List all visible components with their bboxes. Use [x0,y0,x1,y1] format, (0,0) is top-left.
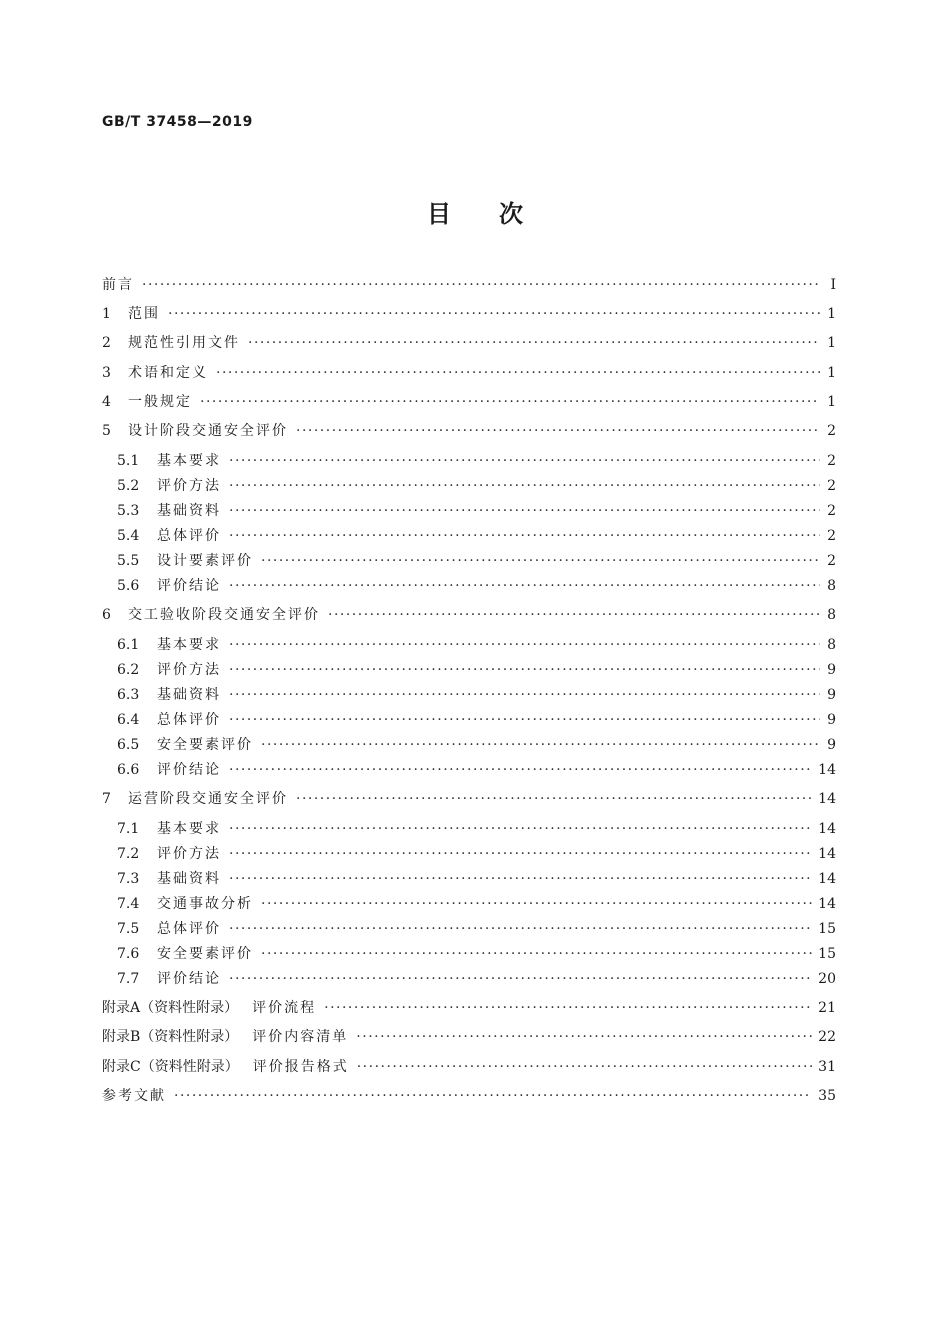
toc-entry-page: 1 [827,365,836,381]
toc-entry-page: 14 [818,846,836,862]
toc-entry-page: 2 [827,453,836,469]
toc-entry-page: 20 [818,971,836,987]
toc-entry-number: 5.2 [117,478,140,494]
toc-dot-leader [229,920,812,938]
toc-dot-leader [142,276,820,294]
toc-entry-page: 35 [818,1088,836,1104]
toc-entry[interactable] [102,1083,836,1105]
toc-dot-leader [229,970,812,988]
page-title: 目次 [427,200,571,228]
toc-entry-number: 附录B（资料性附录） [102,1029,239,1045]
toc-entry[interactable] [117,573,836,595]
toc-entry[interactable] [102,330,836,352]
toc-entry-number: 5 [102,423,111,439]
toc-entry-number: 6.5 [117,737,140,753]
toc-entry-label: 前言 [102,277,134,293]
toc-entry[interactable] [117,966,836,988]
toc-dot-leader [229,845,812,863]
toc-entry-label: 交通事故分析 [157,896,253,912]
toc-entry-label: 交工验收阶段交通安全评价 [128,607,320,623]
toc-entry-label: 评价方法 [157,846,221,862]
toc-entry-number: 2 [102,335,111,351]
toc-entry-number: 5.6 [117,578,140,594]
toc-entry-label: 总体评价 [157,921,221,937]
standard-code: GB/T 37458—2019 [102,114,253,130]
toc-dot-leader [324,999,812,1017]
toc-entry-label: 基础资料 [157,687,221,703]
toc-entry[interactable] [102,389,836,411]
toc-entry-label: 术语和定义 [128,365,208,381]
toc-entry[interactable] [117,473,836,495]
toc-entry[interactable] [117,548,836,570]
toc-dot-leader [296,790,812,808]
toc-entry-label: 评价流程 [252,1000,317,1016]
toc-entry-label: 规范性引用文件 [128,335,240,351]
toc-dot-leader [229,636,820,654]
toc-dot-leader [261,895,812,913]
toc-dot-leader [356,1028,812,1046]
toc-entry-page: 2 [827,503,836,519]
toc-entry-number: 7.7 [117,971,140,987]
toc-entry-label: 评价报告格式 [252,1059,349,1075]
toc-entry-page: 22 [818,1029,836,1045]
toc-dot-leader [229,820,812,838]
toc-entry-number: 3 [102,365,111,381]
toc-dot-leader [229,527,820,545]
toc-entry-number: 7.6 [117,946,140,962]
toc-entry-page: 2 [827,478,836,494]
toc-entry[interactable] [117,757,836,779]
toc-entry-label: 基本要求 [157,453,221,469]
toc-dot-leader [229,502,820,520]
toc-dot-leader [200,393,820,411]
toc-entry-number: 7.3 [117,871,140,887]
toc-entry-label: 参考文献 [102,1088,166,1104]
toc-entry-page: 8 [827,637,836,653]
toc-entry[interactable] [117,732,836,754]
toc-dot-leader [357,1058,812,1076]
toc-entry-label: 总体评价 [157,528,221,544]
toc-entry-label: 总体评价 [157,712,221,728]
toc-dot-leader [229,711,820,729]
toc-entry-page: 8 [827,607,836,623]
toc-entry[interactable] [117,523,836,545]
toc-entry-page: 8 [827,578,836,594]
toc-entry-number: 7.2 [117,846,140,862]
toc-entry-number: 6.4 [117,712,140,728]
toc-entry-page: 9 [827,687,836,703]
toc-entry-number: 7.5 [117,921,140,937]
toc-entry[interactable] [117,891,836,913]
toc-entry-number: 7.1 [117,821,140,837]
toc-entry-page: 31 [818,1059,836,1075]
toc-entry-page: 14 [818,896,836,912]
toc-entry-label: 评价结论 [157,762,221,778]
toc-entry[interactable] [117,682,836,704]
toc-dot-leader [296,422,820,440]
toc-entry[interactable] [102,418,836,440]
toc-entry-number: 5.5 [117,553,140,569]
toc-entry[interactable] [102,301,836,323]
toc-entry[interactable] [117,707,836,729]
toc-entry-number: 7.4 [117,896,140,912]
toc-entry-number: 4 [102,394,111,410]
toc-entry-label: 评价方法 [157,478,221,494]
toc-entry[interactable] [102,995,836,1017]
toc-entry-label: 设计阶段交通安全评价 [128,423,288,439]
toc-dot-leader [229,870,812,888]
toc-entry-number: 附录C（资料性附录） [102,1059,239,1075]
toc-entry-page: 21 [818,1000,836,1016]
toc-dot-leader [229,761,812,779]
toc-entry-page: 14 [818,791,836,807]
toc-entry-number: 6.2 [117,662,140,678]
toc-entry[interactable] [117,916,836,938]
toc-entry-number: 7 [102,791,111,807]
toc-entry-label: 基础资料 [157,503,221,519]
toc-entry[interactable] [117,498,836,520]
toc-entry[interactable] [102,1024,836,1046]
toc-entry-number: 5.1 [117,453,140,469]
toc-entry[interactable] [102,602,836,624]
toc-dot-leader [248,334,820,352]
toc-entry-page: 1 [827,394,836,410]
toc-entry-page: 15 [818,921,836,937]
toc-entry-label: 基本要求 [157,637,221,653]
toc-entry-page: 1 [827,335,836,351]
toc-entry-label: 评价结论 [157,971,221,987]
toc-dot-leader [174,1087,812,1105]
toc-entry-label: 基本要求 [157,821,221,837]
toc-dot-leader [261,736,820,754]
toc-dot-leader [229,477,820,495]
toc-entry-page: 9 [827,712,836,728]
toc-entry-number: 6.3 [117,687,140,703]
toc-entry[interactable] [102,272,836,294]
toc-entry-number: 5.3 [117,503,140,519]
toc-entry-page: 1 [827,306,836,322]
toc-entry-page: Ⅰ [830,277,836,293]
toc-entry-label: 基础资料 [157,871,221,887]
toc-entry-page: 15 [818,946,836,962]
toc-dot-leader [261,945,812,963]
toc-entry[interactable] [102,786,836,808]
toc-dot-leader [168,305,820,323]
toc-entry-label: 安全要素评价 [157,946,253,962]
toc-entry[interactable] [117,816,836,838]
toc-dot-leader [216,364,820,382]
toc-entry[interactable] [117,866,836,888]
toc-entry-label: 一般规定 [128,394,192,410]
toc-entry-number: 1 [102,306,111,322]
toc-entry-label: 运营阶段交通安全评价 [128,791,288,807]
toc-entry[interactable] [117,448,836,470]
toc-entry-page: 2 [827,423,836,439]
toc-dot-leader [328,606,820,624]
toc-entry[interactable] [102,1054,836,1076]
toc-entry-number: 5.4 [117,528,140,544]
toc-entry-page: 14 [818,821,836,837]
toc-dot-leader [229,661,820,679]
toc-entry-label: 评价方法 [157,662,221,678]
toc-entry[interactable] [102,360,836,382]
toc-entry-label: 设计要素评价 [157,553,253,569]
toc-entry-page: 14 [818,762,836,778]
toc-entry-page: 9 [827,737,836,753]
toc-entry-number: 附录A（资料性附录） [102,1000,239,1016]
toc-entry-label: 安全要素评价 [157,737,253,753]
table-of-contents [102,0,836,1344]
toc-dot-leader [261,552,820,570]
toc-entry[interactable] [117,941,836,963]
toc-dot-leader [229,452,820,470]
toc-entry-number: 6.6 [117,762,140,778]
toc-entry-label: 评价内容清单 [252,1029,349,1045]
toc-entry[interactable] [117,657,836,679]
toc-entry-number: 6.1 [117,637,140,653]
toc-entry-label: 范围 [128,306,160,322]
toc-dot-leader [229,686,820,704]
toc-entry-page: 2 [827,553,836,569]
toc-entry[interactable] [117,841,836,863]
toc-entry-page: 14 [818,871,836,887]
toc-entry-page: 9 [827,662,836,678]
toc-entry-number: 6 [102,607,111,623]
toc-entry[interactable] [117,632,836,654]
toc-dot-leader [229,577,820,595]
toc-entry-label: 评价结论 [157,578,221,594]
toc-entry-page: 2 [827,528,836,544]
